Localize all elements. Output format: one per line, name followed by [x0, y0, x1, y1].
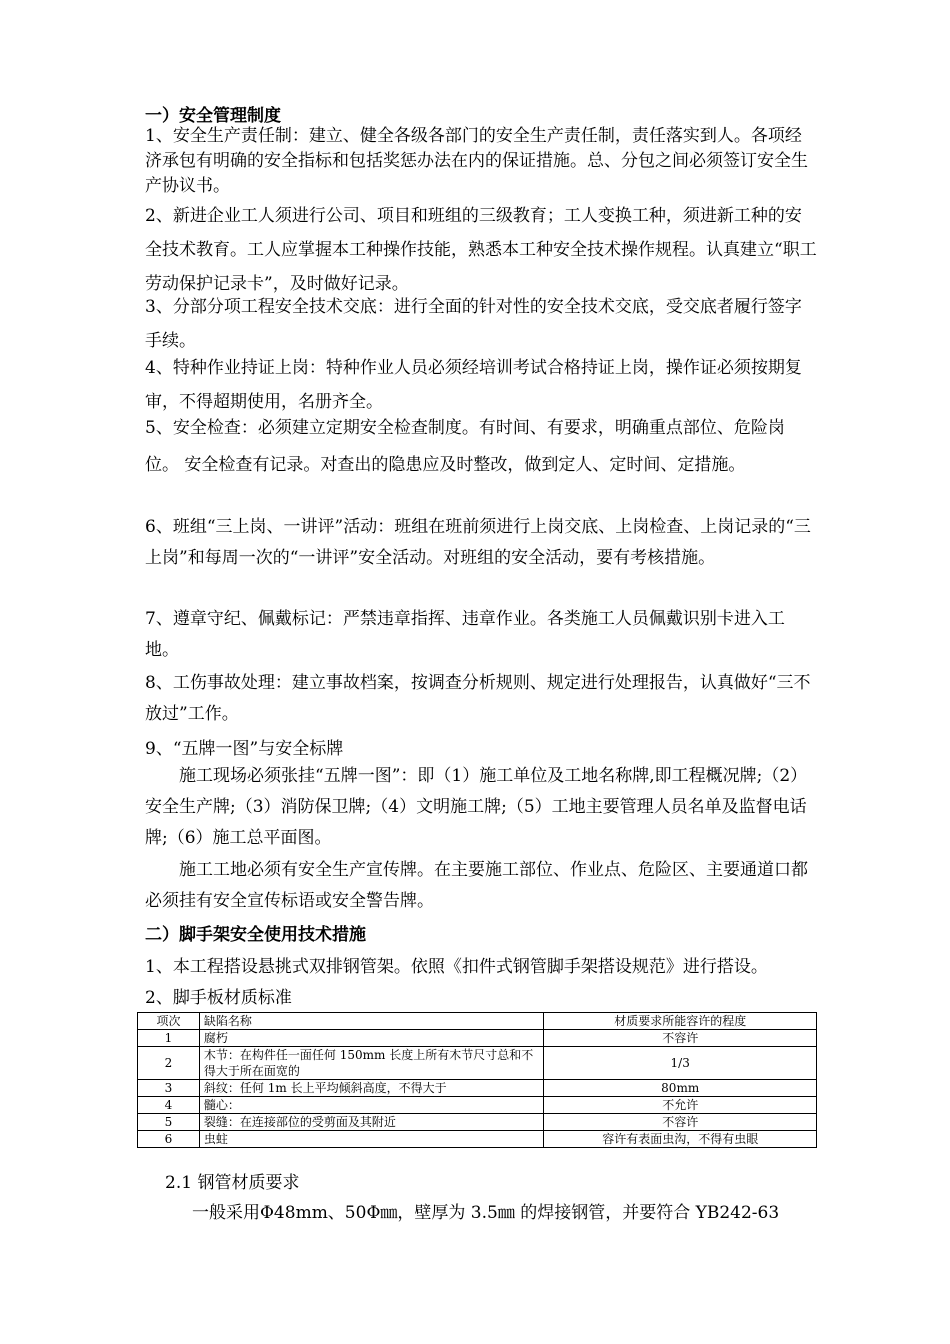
table-cell: 不容许	[544, 1114, 817, 1131]
table-cell: 髓心：	[199, 1097, 543, 1114]
item-9: 9、“五牌一图”与安全标牌	[145, 739, 344, 759]
item-1: 1、安全生产责任制：建立、健全各级各部门的安全生产责任制，责任落实到人。各项经济承包有明确的安全指标和包括奖惩办法在内的保证措施。总、分包之间必须签订安全生产协议书。	[145, 126, 808, 196]
section2-heading: 二）脚手架安全使用技术措施	[145, 925, 366, 945]
table-row	[138, 1080, 817, 1097]
table-cell: 2	[138, 1047, 200, 1080]
table-cell: 不允许	[544, 1097, 817, 1114]
table-cell: 斜纹：任何 1m 长上平均倾斜高度，不得大于	[199, 1080, 543, 1097]
table-cell: 3	[138, 1080, 200, 1097]
steel-pipe-requirement-line: 一般采用Φ48mm、50Φ㎜，壁厚为 3.5㎜ 的焊接钢管，并要符合 YB242-63	[192, 1203, 780, 1223]
section1-heading: 一）安全管理制度	[145, 106, 281, 126]
table-cell: 80mm	[544, 1080, 817, 1097]
paragraph-xuanchuan: 施工工地必须有安全生产宣传牌。在主要施工部位、作业点、危险区、主要通道口都必须挂有安全宣传标语或安全警告牌。	[145, 860, 808, 911]
item-8: 8、工伤事故处理：建立事故档案，按调查分析规则、规定进行处理报告，认真做好“三不放过”工作。	[145, 673, 811, 724]
table-cell: 1/3	[544, 1047, 817, 1080]
item-6: 6、班组“三上岗、一讲评”活动：班组在班前须进行上岗交底、上岗检查、上岗记录的“三上岗”和每周一次的“一讲评”安全活动。对班组的安全活动，要有考核措施。	[145, 517, 811, 568]
table-header: 项次	[138, 1013, 200, 1030]
item-5: 5、安全检查：必须建立定期安全检查制度。有时间、有要求，明确重点部位、危险岗位。 安全检查有记录。对查出的隐患应及时整改，做到定人、定时间、定措施。	[145, 418, 785, 475]
section2-item-1: 1、本工程搭设悬挑式双排钢管架。依照《扣件式钢管脚手架搭设规范》进行搭设。	[145, 957, 768, 977]
defect-table	[137, 1012, 817, 1148]
item-3: 3、分部分项工程安全技术交底：进行全面的针对性的安全技术交底，受交底者履行签字手续。	[145, 297, 802, 351]
paragraph-wupai: 施工现场必须张挂“五牌一图”：即（1）施工单位及工地名称牌,即工程概况牌;（2）安全生产牌;（3）消防保卫牌;（4）文明施工牌;（5）工地主要管理人员名单及监督电话牌;（6）施工总平面图。	[145, 766, 808, 848]
table-row	[138, 1131, 817, 1148]
subsection-2-1-heading: 2.1 钢管材质要求	[165, 1173, 300, 1193]
table-header: 材质要求所能容许的程度	[544, 1013, 817, 1030]
item-4: 4、特种作业持证上岗：特种作业人员必须经培训考试合格持证上岗，操作证必须按期复审，不得超期使用，名册齐全。	[145, 358, 802, 412]
table-row	[138, 1030, 817, 1047]
table-cell: 4	[138, 1097, 200, 1114]
table-cell: 虫蛀	[199, 1131, 543, 1148]
section2-item-2: 2、脚手板材质标准	[145, 988, 292, 1008]
table-row	[138, 1097, 817, 1114]
table-cell: 5	[138, 1114, 200, 1131]
table-cell: 裂缝：在连接部位的受剪面及其附近	[199, 1114, 543, 1131]
table-header: 缺陷名称	[199, 1013, 543, 1030]
item-7: 7、遵章守纪、佩戴标记：严禁违章指挥、违章作业。各类施工人员佩戴识别卡进入工地。	[145, 609, 785, 660]
table-header-row	[138, 1013, 817, 1030]
table-row	[138, 1047, 817, 1080]
table-cell: 1	[138, 1030, 200, 1047]
table-cell: 木节：在构件任一面任何 150mm 长度上所有木节尺寸总和不得大于所在面宽的	[199, 1047, 543, 1080]
table-cell: 6	[138, 1131, 200, 1148]
item-2: 2、新进企业工人须进行公司、项目和班组的三级教育；工人变换工种，须进新工种的安全技术教育。工人应掌握本工种操作技能，熟悉本工种安全技术操作规程。认真建立“职工劳动保护记录卡”，及时做好记录。	[145, 206, 817, 294]
table-cell: 容许有表面虫沟，不得有虫眼	[544, 1131, 817, 1148]
table-row	[138, 1114, 817, 1131]
table-cell: 不容许	[544, 1030, 817, 1047]
table-cell: 腐朽	[199, 1030, 543, 1047]
